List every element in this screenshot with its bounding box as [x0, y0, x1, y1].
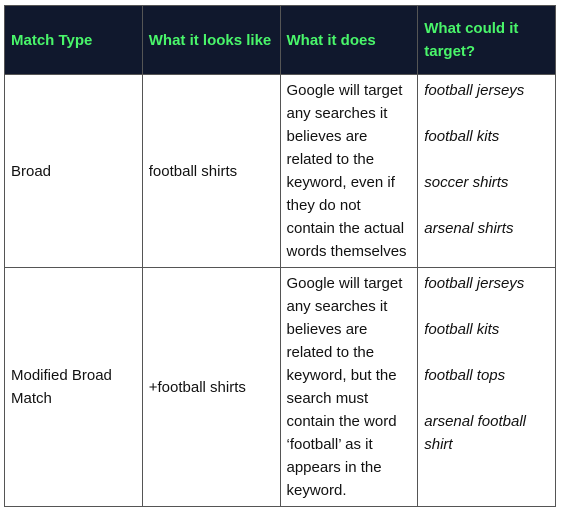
match-type-table-container [4, 5, 556, 507]
target-item: football tops [424, 367, 506, 384]
table-row [5, 75, 556, 268]
target-item: football jerseys [424, 82, 525, 99]
header-row [5, 6, 556, 75]
description-cell: Google will target any searches it believes are related to the keyword, but the search must contain the word ‘football’ as it appears in the keyword. [280, 268, 418, 507]
match-type-cell: Modified Broad Match [5, 268, 143, 507]
table-row [5, 268, 556, 507]
targets-cell [418, 75, 556, 268]
targets-cell [418, 268, 556, 507]
target-item: arsenal shirts [424, 220, 514, 237]
looks-like-cell: +football shirts [142, 268, 280, 507]
target-item: football kits [424, 321, 500, 338]
target-item: football jerseys [424, 275, 525, 292]
match-type-table [4, 5, 556, 507]
header-what-it-does: What it does [280, 6, 418, 75]
header-could-target: What could it target? [418, 6, 556, 75]
header-looks-like: What it looks like [142, 6, 280, 75]
target-item: football kits [424, 128, 500, 145]
description-cell: Google will target any searches it believes are related to the keyword, even if they do not contain the actual words themselves [280, 75, 418, 268]
target-item: soccer shirts [424, 174, 509, 191]
target-item: arsenal football shirt [424, 413, 526, 453]
match-type-cell: Broad [5, 75, 143, 268]
looks-like-cell: football shirts [142, 75, 280, 268]
header-match-type: Match Type [5, 6, 143, 75]
